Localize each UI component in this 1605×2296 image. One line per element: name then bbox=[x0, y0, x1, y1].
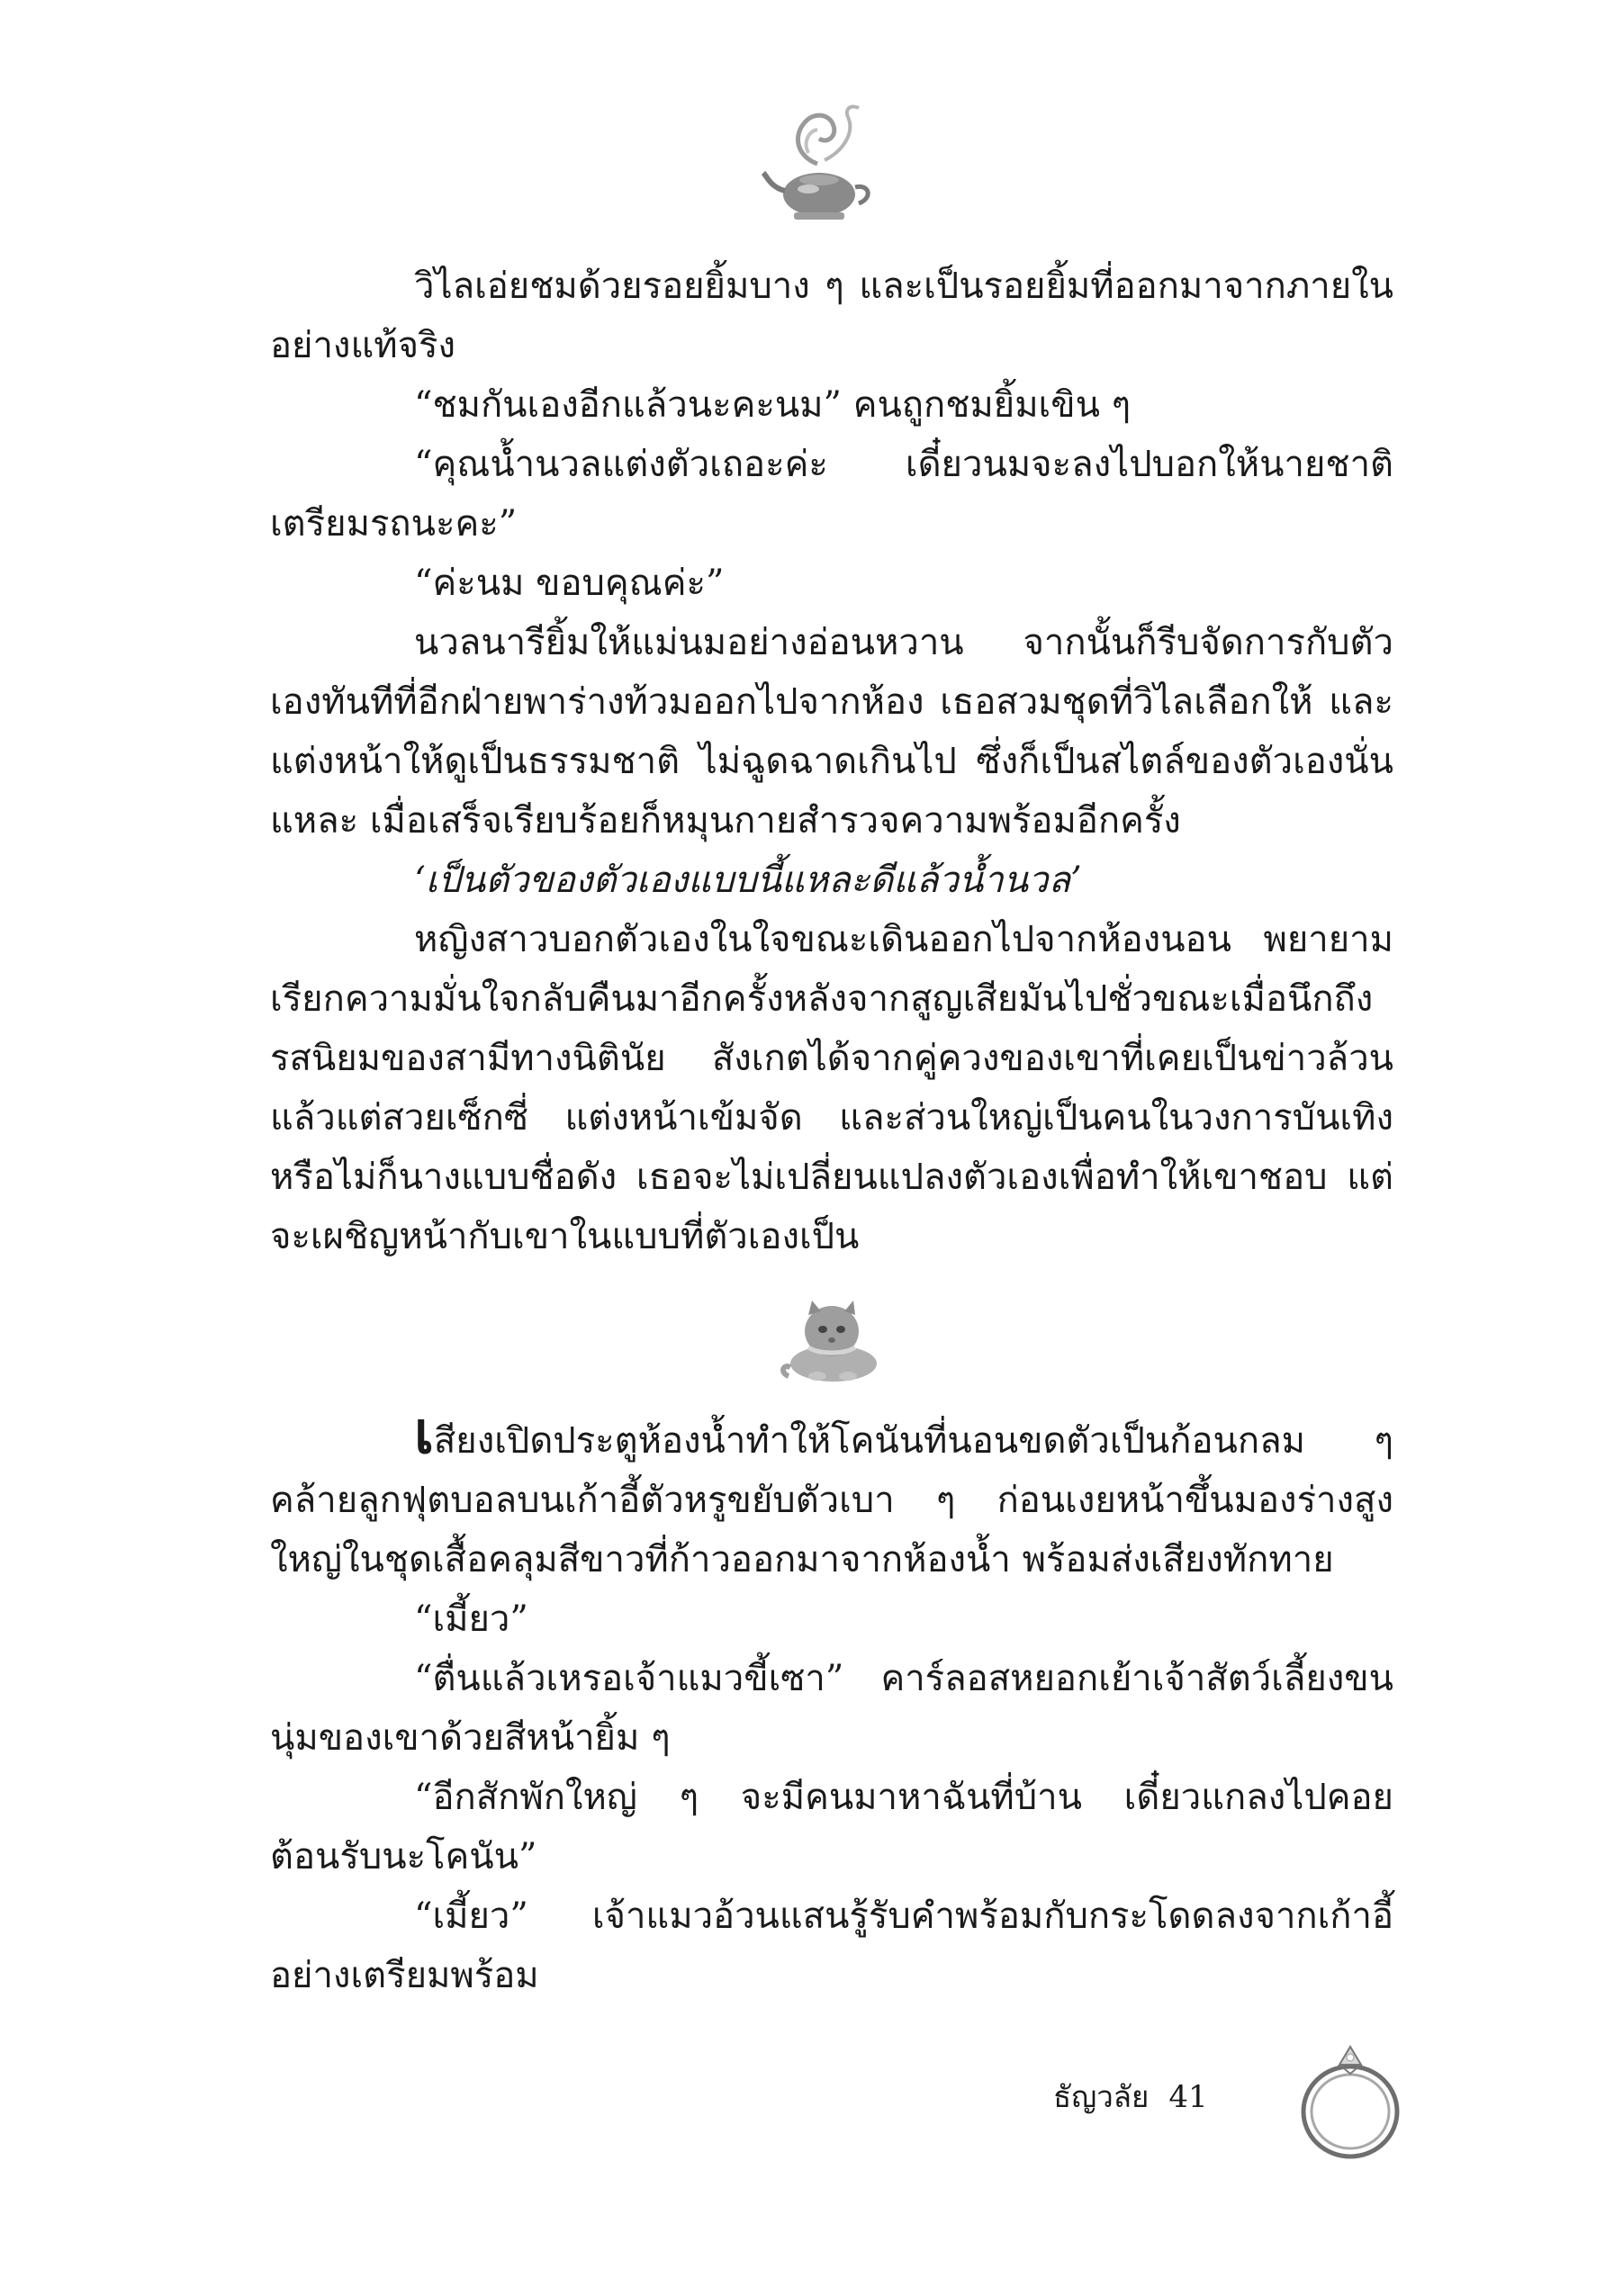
page-footer bbox=[1053, 2075, 1274, 2120]
paragraph: “เมี้ยว” bbox=[414, 1598, 528, 1640]
section-1-text bbox=[270, 257, 1393, 1266]
paragraph: วิไลเอ่ยชมด้วยรอยยิ้มบาง ๆ และเป็นรอยยิ้มที่ออกมาจากภายในอย่างแท้จริง bbox=[270, 266, 1393, 366]
opening-paragraph bbox=[270, 1400, 1393, 1589]
opening-text: สียงเปิดประตูห้องน้ำทำให้โคนันที่นอนขดตัวเป็นก้อนกลม ๆ คล้ายลูกฟุตบอลบนเก้าอี้ตัวหรูขยับตัวเบา ๆ ก่อนเงยหน้าขึ้นมองร่างสูงใหญ่ในชุดเสื้อคลุมสีขาวที่ก้าวออกมาจากห้องน้ำ พร้อมส่งเสียงทักทาย bbox=[270, 1420, 1393, 1580]
paragraph: หญิงสาวบอกตัวเองในใจขณะเดินออกไปจากห้องนอน พยายามเรียกความมั่นใจกลับคืนมาอีกครั้งหลังจากสูญเสียมันไปชั่วขณะเมื่อนึกถึงรสนิยมของสามีทางนิตินัย สังเกตได้จากคู่ควงของเขาที่เคยเป็นข่าวล้วนแล้วแต่สวยเซ็กซี่ แต่งหน้าเข้มจัด และส่วนใหญ่เป็นคนในวงการบันเทิง หรือไม่ก็นางแบบชื่อดัง เธอจะไม่เปลี่ยนแปลงตัวเองเพื่อทำให้เขาชอบ แต่จะเผชิญหน้ากับเขาในแบบที่ตัวเองเป็น bbox=[270, 919, 1393, 1257]
paragraph: “เมี้ยว” เจ้าแมวอ้วนแสนรู้รับคำพร้อมกับกระโดดลงจากเก้าอี้อย่างเตรียมพร้อม bbox=[270, 1895, 1393, 1996]
ring-icon bbox=[1293, 2038, 1410, 2164]
paragraph: “อีกสักพักใหญ่ ๆ จะมีคนมาหาฉันที่บ้าน เดี๋ยวแกลงไปคอยต้อนรับนะโคนัน” bbox=[270, 1777, 1393, 1877]
section-2-text bbox=[270, 1400, 1393, 2005]
page-number: 41 bbox=[1168, 2079, 1208, 2115]
paragraph: “ตื่นแล้วเหรอเจ้าแมวขี้เซา” คาร์ลอสหยอกเย้าเจ้าสัตว์เลี้ยงขนนุ่มของเขาด้วยสีหน้ายิ้ม ๆ bbox=[270, 1658, 1393, 1759]
drop-cap: เ bbox=[414, 1400, 434, 1467]
paragraph: “คุณน้ำนวลแต่งตัวเถอะค่ะ เดี๋ยวนมจะลงไปบอกให้นายชาติเตรียมรถนะคะ” bbox=[270, 444, 1393, 545]
paragraph: “ค่ะนม ขอบคุณค่ะ” bbox=[414, 563, 725, 604]
paragraph: “ชมกันเองอีกแล้วนะคะนม” คนถูกชมยิ้มเขิน ๆ bbox=[414, 384, 1132, 426]
cat-divider-icon bbox=[772, 1292, 889, 1386]
author-name: ธัญวลัย bbox=[1053, 2079, 1150, 2114]
teapot-ornament-icon bbox=[762, 101, 879, 231]
inner-thought-paragraph: ‘เป็นตัวของตัวเองแบบนี้แหละดีแล้วน้ำนวล’ bbox=[414, 860, 1082, 901]
paragraph: นวลนารียิ้มให้แม่นมอย่างอ่อนหวาน จากนั้นก็รีบจัดการกับตัวเองทันทีที่อีกฝ่ายพาร่างท้วมออกไปจากห้อง เธอสวมชุดที่วิไลเลือกให้ และแต่งหน้าให้ดูเป็นธรรมชาติ ไม่ฉูดฉาดเกินไป ซึ่งก็เป็นสไตล์ของตัวเองนั่นแหละ เมื่อเสร็จเรียบร้อยก็หมุนกายสำรวจความพร้อมอีกครั้ง bbox=[270, 622, 1393, 842]
